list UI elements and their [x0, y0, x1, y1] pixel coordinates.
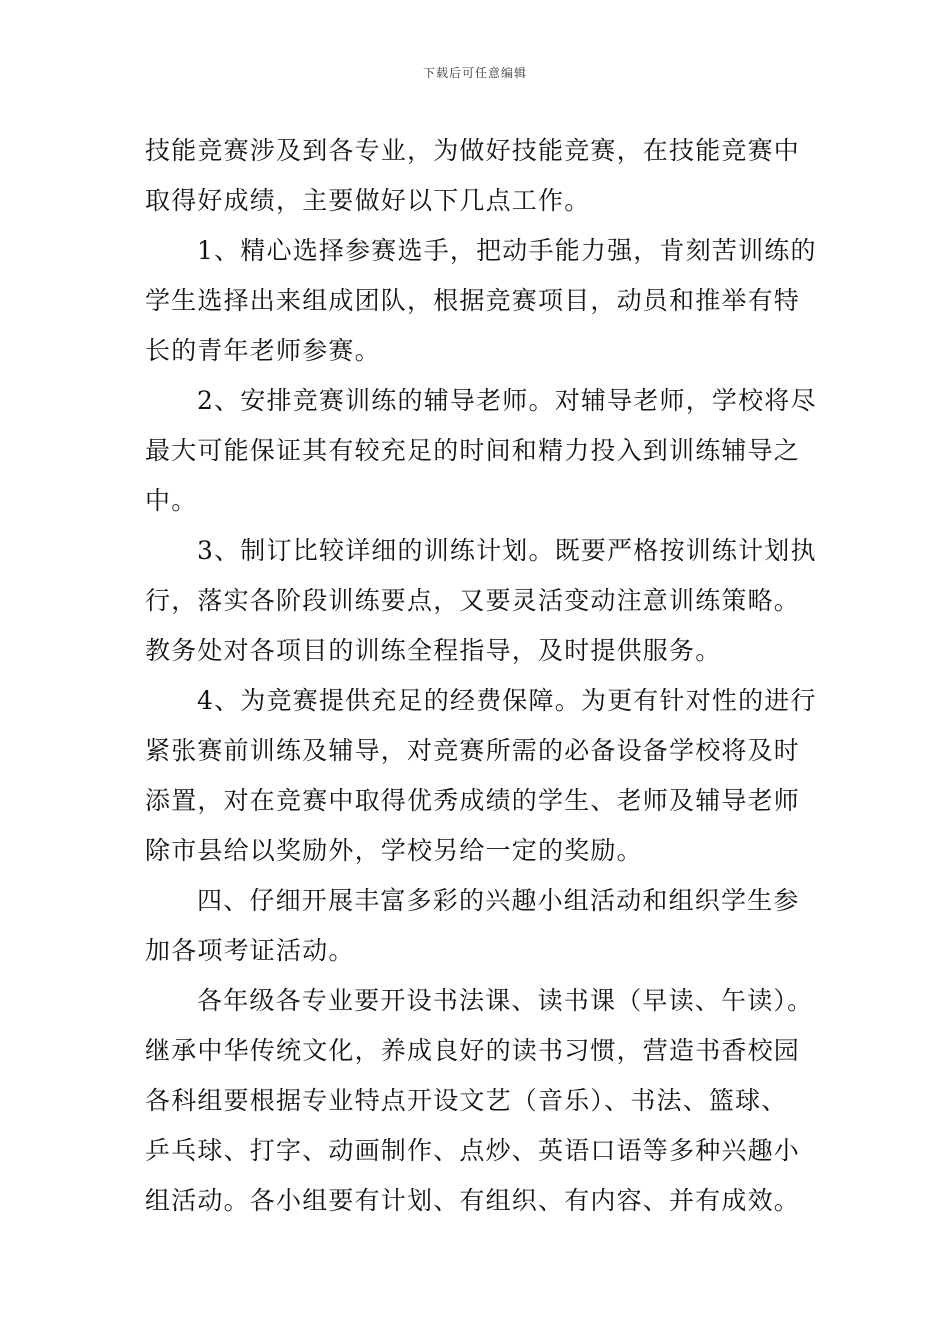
text-line: 技能竞赛涉及到各专业，为做好技能竞赛，在技能竞赛中 — [145, 136, 801, 165]
text-line: 取得好成绩，主要做好以下几点工作。 — [145, 186, 591, 215]
text-line: 1、精心选择参赛选手，把动手能力强，肯刻苦训练的 — [197, 236, 817, 265]
text-line: 各科组要根据专业特点开设文艺（音乐）、书法、篮球、 — [145, 1086, 788, 1115]
document-body — [145, 126, 817, 1226]
text-line: 组活动。各小组要有计划、有组织、有内容、并有成效。 — [145, 1186, 801, 1215]
text-line: 4、为竞赛提供充足的经费保障。为更有针对性的进行 — [197, 686, 817, 715]
text-line: 添置，对在竞赛中取得优秀成绩的学生、老师及辅导老师 — [145, 786, 801, 815]
text-line: 各年级各专业要开设书法课、读书课（早读、午读）。 — [197, 986, 814, 1015]
text-line: 行，落实各阶段训练要点，又要灵活变动注意训练策略。 — [145, 586, 801, 615]
text-line: 学生选择出来组成团队，根据竞赛项目，动员和推举有特 — [145, 286, 801, 315]
text-line: 加各项考证活动。 — [145, 936, 355, 965]
text-line: 紧张赛前训练及辅导，对竞赛所需的必备设备学校将及时 — [145, 736, 801, 765]
text-line: 教务处对各项目的训练全程指导，及时提供服务。 — [145, 636, 722, 665]
text-line: 最大可能保证其有较充足的时间和精力投入到训练辅导之 — [145, 436, 801, 465]
text-line: 四、仔细开展丰富多彩的兴趣小组活动和组织学生参 — [197, 886, 800, 915]
header-note: 下载后可任意编辑 — [422, 66, 527, 80]
text-line: 乒乓球、打字、动画制作、点炒、英语口语等多种兴趣小 — [145, 1136, 801, 1165]
text-line: 3、制订比较详细的训练计划。既要严格按训练计划执 — [197, 536, 817, 565]
text-line: 除市县给以奖励外，学校另给一定的奖励。 — [145, 836, 643, 865]
text-line: 中。 — [145, 486, 198, 515]
text-line: 继承中华传统文化，养成良好的读书习惯，营造书香校园 — [145, 1036, 801, 1065]
text-line: 2、安排竞赛训练的辅导老师。对辅导老师，学校将尽 — [197, 386, 817, 415]
text-line: 长的青年老师参赛。 — [145, 336, 381, 365]
